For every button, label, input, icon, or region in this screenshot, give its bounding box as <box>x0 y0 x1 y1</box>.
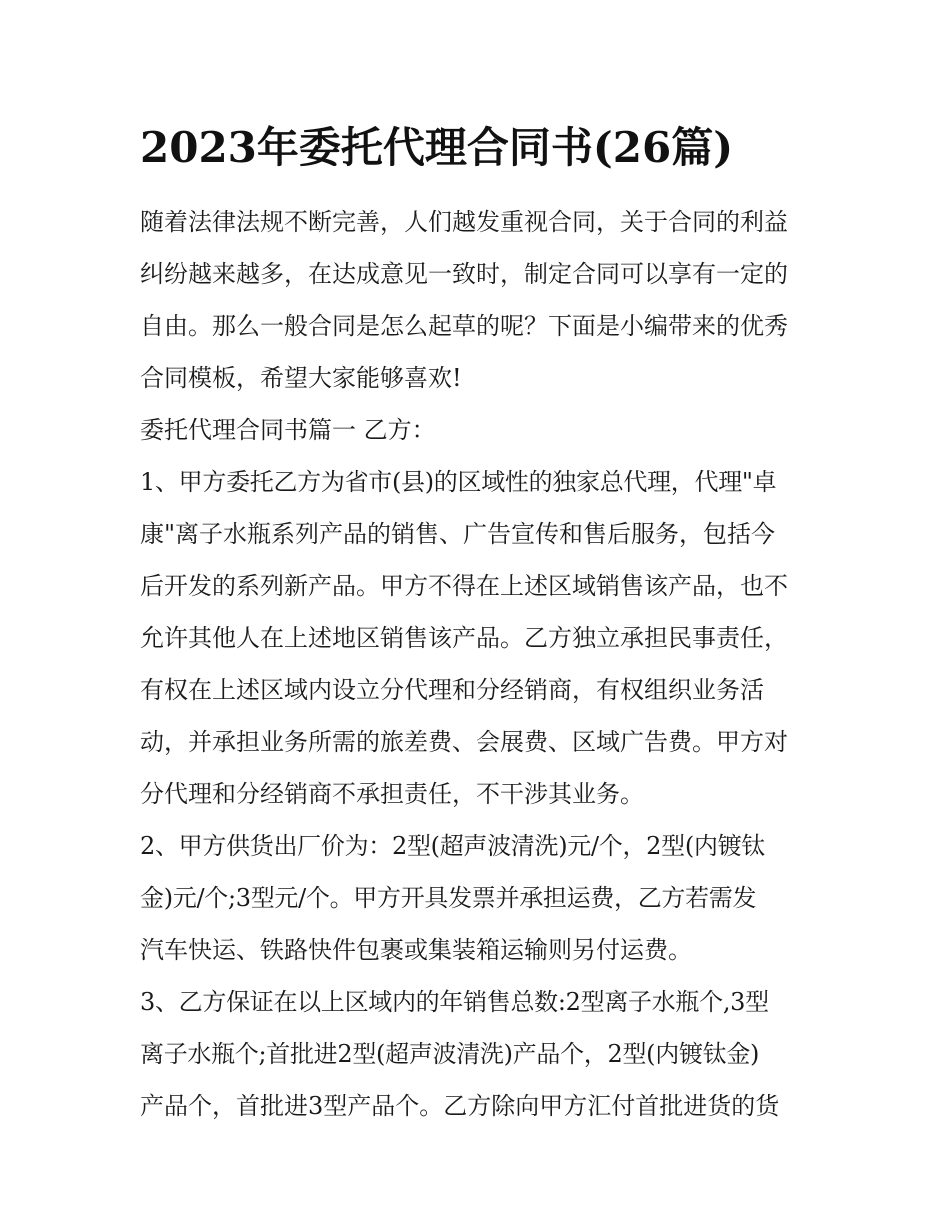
paragraph-line: 动，并承担业务所需的旅差费、会展费、区域广告费。甲方对 <box>140 728 788 756</box>
document-body <box>140 196 815 1132</box>
paragraph-line: 有权在上述区域内设立分代理和分经销商，有权组织业务活 <box>140 676 764 704</box>
paragraph-line: 康"离子水瓶系列产品的销售、广告宣传和售后服务，包括今 <box>140 520 776 548</box>
paragraph-line: 允许其他人在上述地区销售该产品。乙方独立承担民事责任， <box>140 624 788 652</box>
paragraph-line: 产品个，首批进3型产品个。乙方除向甲方汇付首批进货的货 <box>140 1092 780 1120</box>
paragraph-line: 金)元/个;3型元/个。甲方开具发票并承担运费，乙方若需发 <box>140 884 757 912</box>
paragraph-line: 自由。那么一般合同是怎么起草的呢？下面是小编带来的优秀 <box>140 312 788 340</box>
document-title: 2023年委托代理合同书(26篇) <box>140 123 734 172</box>
section-heading: 委托代理合同书篇一 乙方： <box>140 416 436 444</box>
paragraph-line: 2、甲方供货出厂价为：2型(超声波清洗)元/个，2型(内镀钛 <box>140 832 765 860</box>
paragraph-line: 纠纷越来越多，在达成意见一致时，制定合同可以享有一定的 <box>140 260 788 288</box>
paragraph-line: 后开发的系列新产品。甲方不得在上述区域销售该产品，也不 <box>140 572 788 600</box>
paragraph-line: 3、乙方保证在以上区域内的年销售总数:2型离子水瓶个,3型 <box>140 988 769 1016</box>
paragraph-line: 离子水瓶个;首批进2型(超声波清洗)产品个，2型(内镀钛金) <box>140 1040 760 1068</box>
paragraph-line: 合同模板，希望大家能够喜欢! <box>140 364 462 392</box>
paragraph-line: 分代理和分经销商不承担责任，不干涉其业务。 <box>140 780 644 808</box>
paragraph-line: 1、甲方委托乙方为省市(县)的区域性的独家总代理，代理"卓 <box>140 468 777 496</box>
paragraph-line: 汽车快运、铁路快件包裹或集装箱运输则另付运费。 <box>140 936 692 964</box>
paragraph-line: 随着法律法规不断完善，人们越发重视合同，关于合同的利益 <box>140 208 788 236</box>
